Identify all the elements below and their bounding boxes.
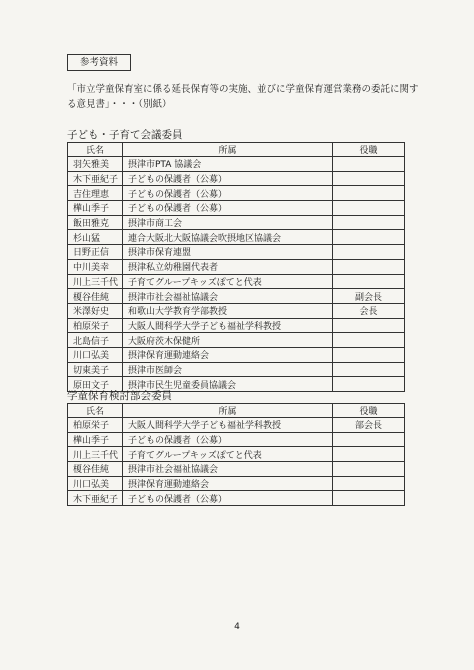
- cell-name: 樺山季子: [68, 201, 123, 216]
- page-number: 4: [234, 622, 240, 632]
- cell-role: [333, 447, 405, 462]
- cell-affiliation: 子どもの保護者（公募）: [123, 201, 333, 216]
- cell-name: 榎谷佳純: [68, 462, 123, 477]
- cell-affiliation: 子どもの保護者（公募）: [123, 432, 333, 447]
- header-affiliation: 所属: [123, 404, 333, 418]
- cell-name: 木下亜紀子: [68, 171, 123, 186]
- council-table: [67, 142, 405, 392]
- cell-affiliation: 子どもの保護者（公募）: [123, 171, 333, 186]
- cell-role: [333, 245, 405, 260]
- council-title: 子ども・子育て会議委員: [67, 129, 183, 141]
- cell-name: 川上三千代: [68, 274, 123, 289]
- cell-role: [333, 432, 405, 447]
- cell-role: [333, 333, 405, 348]
- cell-name: 北島信子: [68, 333, 123, 348]
- table-row: [68, 157, 405, 172]
- cell-affiliation: 摂津市社会福祉協議会: [123, 462, 333, 477]
- table-row: [68, 245, 405, 260]
- table-row: [68, 215, 405, 230]
- cell-affiliation: 摂津市民生児童委員協議会: [123, 377, 333, 392]
- table-row: [68, 347, 405, 362]
- cell-affiliation: 和歌山大学教育学部教授: [123, 303, 333, 318]
- cell-name: 川口弘美: [68, 476, 123, 491]
- cell-name: 樺山季子: [68, 432, 123, 447]
- cell-affiliation: 子育てグループキッズぽてと代表: [123, 274, 333, 289]
- committee-table: [67, 403, 405, 506]
- committee-title: 学童保育検討部会委員: [67, 390, 172, 402]
- table-row: [68, 318, 405, 333]
- cell-name: 柏原栄子: [68, 318, 123, 333]
- cell-affiliation: 子どもの保護者（公募）: [123, 491, 333, 506]
- table-row: [68, 171, 405, 186]
- cell-name: 日野正信: [68, 245, 123, 260]
- cell-name: 羽矢雅美: [68, 157, 123, 172]
- cell-affiliation: 摂津市商工会: [123, 215, 333, 230]
- cell-name: 川上三千代: [68, 447, 123, 462]
- cell-name: 中川美幸: [68, 259, 123, 274]
- cell-role: [333, 491, 405, 506]
- cell-affiliation: 摂津市保育連盟: [123, 245, 333, 260]
- table-row: [68, 491, 405, 506]
- cell-name: 吉住理恵: [68, 186, 123, 201]
- cell-role: [333, 186, 405, 201]
- cell-name: 木下亜紀子: [68, 491, 123, 506]
- cell-affiliation: 摂津私立幼稚園代表者: [123, 259, 333, 274]
- header-affiliation: 所属: [123, 143, 333, 157]
- cell-role: 部会長: [333, 418, 405, 433]
- table-row: [68, 418, 405, 433]
- table-row: [68, 462, 405, 477]
- cell-role: [333, 362, 405, 377]
- header-role: 役職: [333, 404, 405, 418]
- table-row: [68, 186, 405, 201]
- cell-name: 飯田雅克: [68, 215, 123, 230]
- header-role: 役職: [333, 143, 405, 157]
- cell-affiliation: 大阪人間科学大学子ども福祉学科教授: [123, 318, 333, 333]
- header-name: 氏名: [68, 143, 123, 157]
- table-row: [68, 362, 405, 377]
- table-row: [68, 230, 405, 245]
- reference-label: 参考資料: [67, 54, 131, 71]
- cell-affiliation: 連合大阪北大阪協議会吹摂地区協議会: [123, 230, 333, 245]
- cell-affiliation: 摂津市PTA 協議会: [123, 157, 333, 172]
- cell-role: [333, 201, 405, 216]
- table-row: [68, 432, 405, 447]
- cell-role: [333, 259, 405, 274]
- cell-role: [333, 476, 405, 491]
- table-row: [68, 289, 405, 304]
- cell-affiliation: 子どもの保護者（公募）: [123, 186, 333, 201]
- cell-name: 川口弘美: [68, 347, 123, 362]
- table-row: [68, 303, 405, 318]
- header-name: 氏名: [68, 404, 123, 418]
- cell-role: [333, 377, 405, 392]
- table-row: [68, 476, 405, 491]
- table-row: [68, 274, 405, 289]
- cell-role: [333, 157, 405, 172]
- cell-name: 原田文子: [68, 377, 123, 392]
- table-row: [68, 447, 405, 462]
- cell-affiliation: 摂津保育運動連絡会: [123, 347, 333, 362]
- cell-role: [333, 171, 405, 186]
- cell-role: [333, 462, 405, 477]
- cell-role: [333, 215, 405, 230]
- table-row: [68, 333, 405, 348]
- cell-role: [333, 274, 405, 289]
- cell-affiliation: 摂津市社会福祉協議会: [123, 289, 333, 304]
- cell-affiliation: 大阪府茨木保健所: [123, 333, 333, 348]
- cell-role: 会長: [333, 303, 405, 318]
- cell-role: [333, 347, 405, 362]
- cell-role: [333, 230, 405, 245]
- cell-affiliation: 摂津保育運動連絡会: [123, 476, 333, 491]
- cell-role: 副会長: [333, 289, 405, 304]
- cell-name: 柏原栄子: [68, 418, 123, 433]
- cell-affiliation: 子育てグループキッズぽてと代表: [123, 447, 333, 462]
- cell-name: 米澤好史: [68, 303, 123, 318]
- cell-affiliation: 大阪人間科学大学子ども福祉学科教授: [123, 418, 333, 433]
- table-row: [68, 259, 405, 274]
- cell-name: 切東美子: [68, 362, 123, 377]
- table-row: [68, 201, 405, 216]
- intro-text: 「市立学童保育室に係る延長保育等の実施、並びに学童保育運営業務の委託に関する意見書」・・・（別紙）: [67, 84, 419, 110]
- cell-role: [333, 318, 405, 333]
- cell-name: 杉山猛: [68, 230, 123, 245]
- cell-name: 榎谷佳純: [68, 289, 123, 304]
- cell-affiliation: 摂津市医師会: [123, 362, 333, 377]
